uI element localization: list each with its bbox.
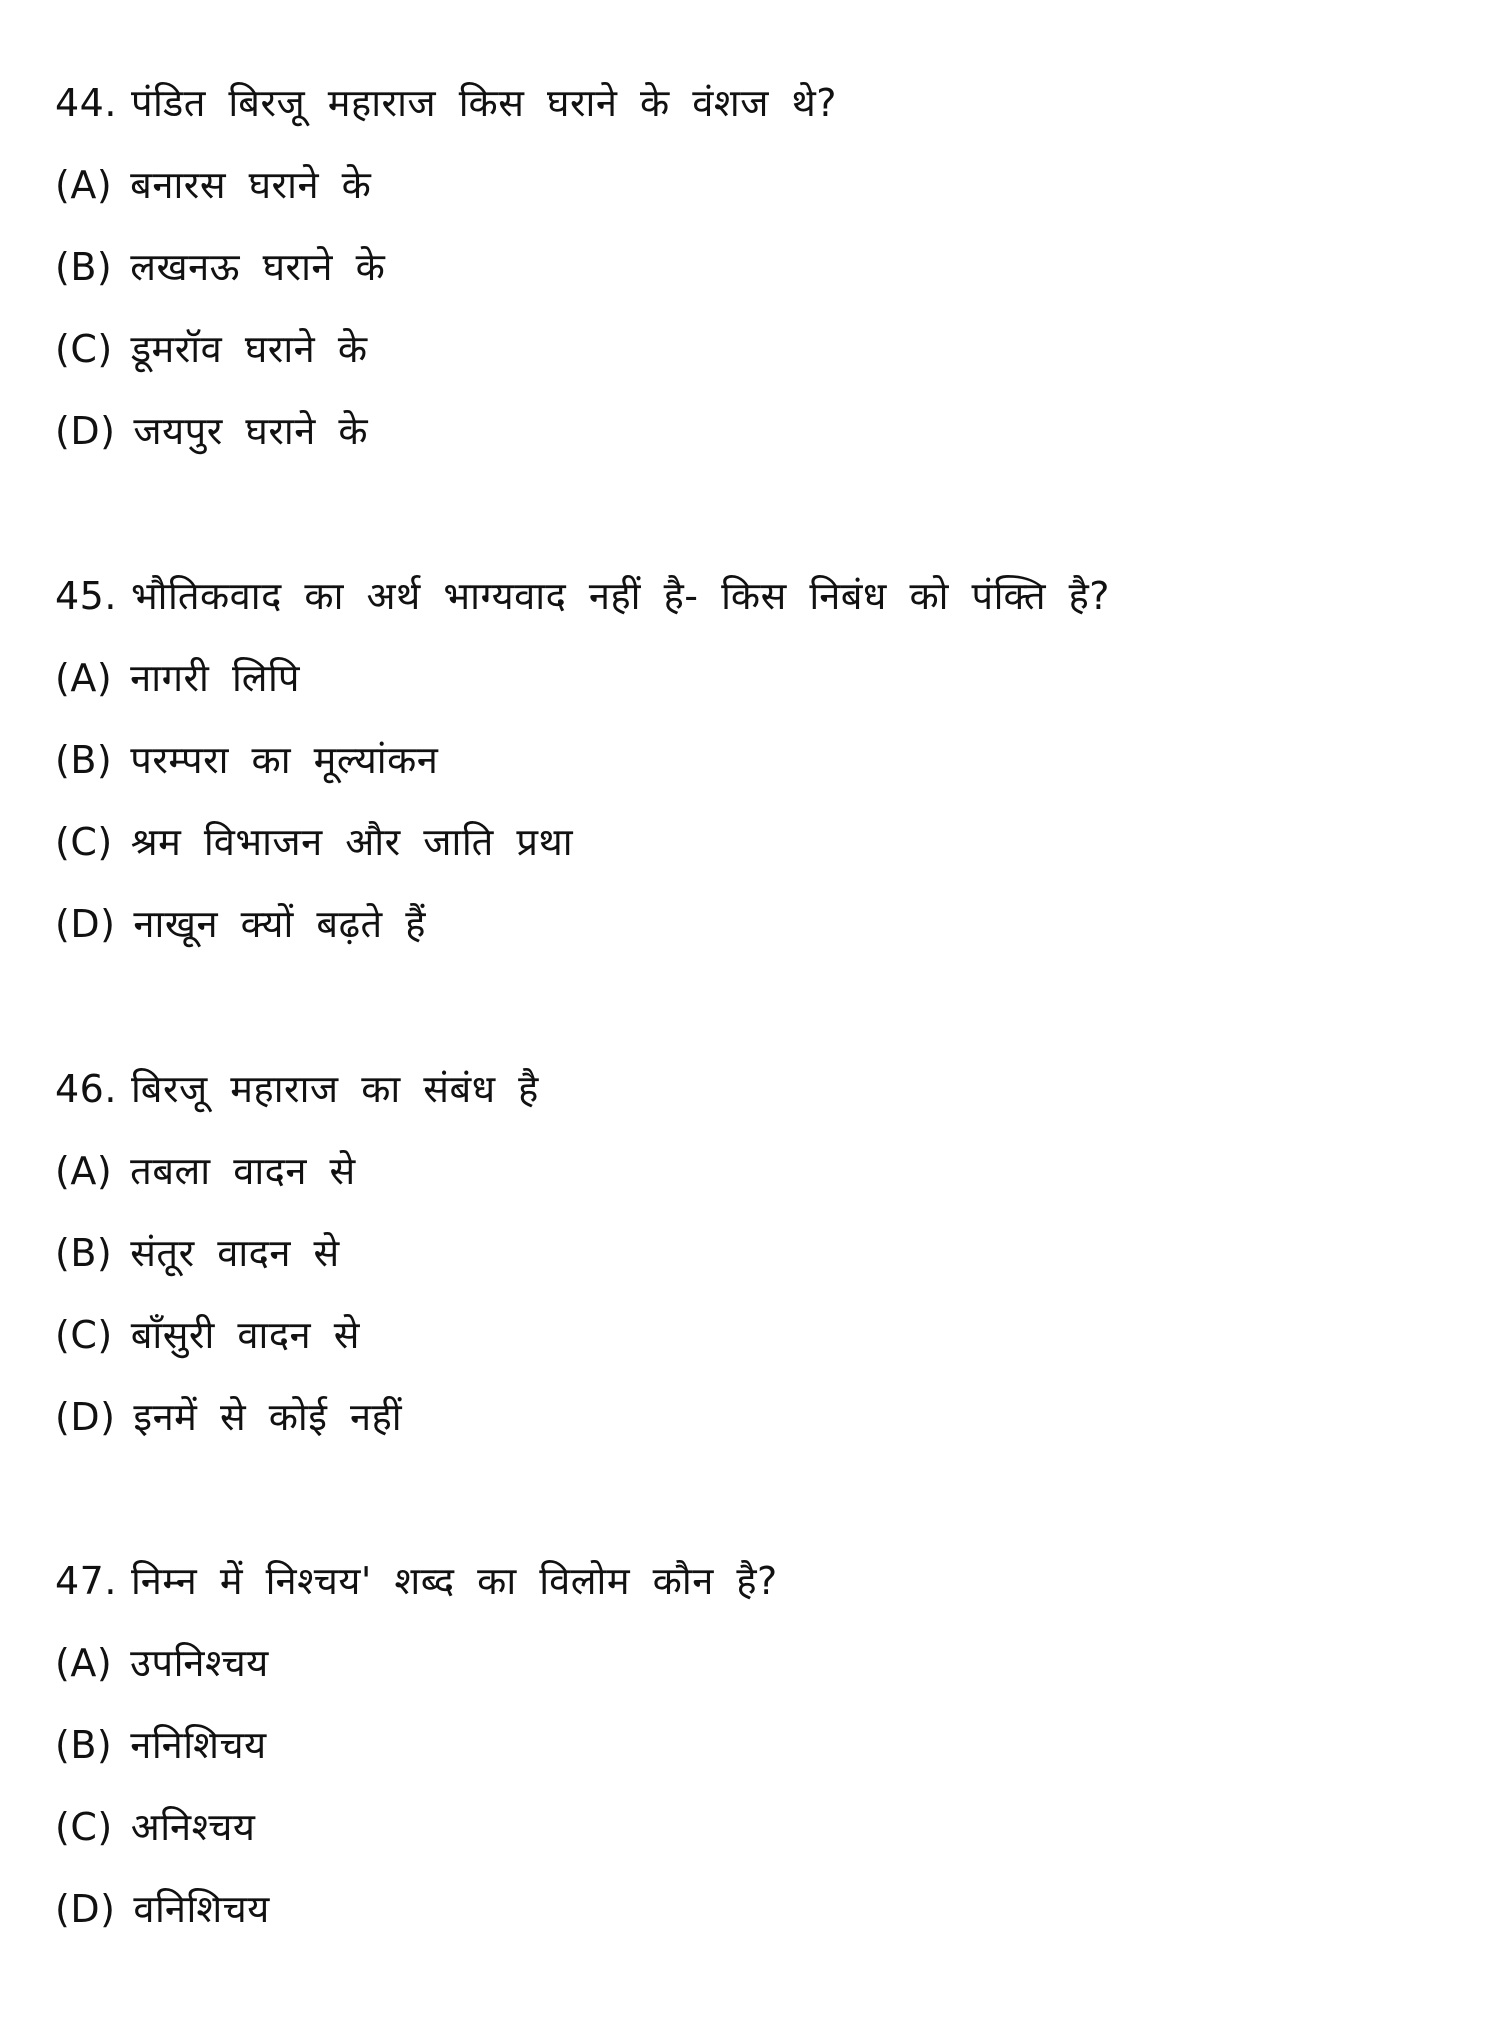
option-text: वनिशिचय bbox=[133, 1887, 270, 1931]
option-text: डूमरॉव घराने के bbox=[130, 327, 368, 371]
option-text: लखनऊ घराने के bbox=[130, 245, 386, 289]
option-letter: (D) bbox=[55, 1887, 116, 1931]
option-a bbox=[55, 144, 1455, 226]
option-text: उपनिश्चय bbox=[130, 1641, 269, 1685]
option-c bbox=[55, 1294, 1455, 1376]
option-c bbox=[55, 1786, 1455, 1868]
option-letter: (B) bbox=[55, 245, 113, 289]
option-letter: (A) bbox=[55, 1149, 113, 1193]
option-text: नागरी लिपि bbox=[130, 656, 300, 700]
option-a bbox=[55, 1130, 1455, 1212]
option-b bbox=[55, 719, 1455, 801]
option-letter: (B) bbox=[55, 738, 113, 782]
option-letter: (C) bbox=[55, 1805, 113, 1849]
option-a bbox=[55, 1622, 1455, 1704]
option-text: बनारस घराने के bbox=[130, 163, 372, 207]
option-letter: (B) bbox=[55, 1723, 113, 1767]
question-number: 45. bbox=[55, 574, 117, 618]
option-letter: (A) bbox=[55, 656, 113, 700]
question-text-line bbox=[55, 1048, 1455, 1130]
question-number: 46. bbox=[55, 1067, 117, 1111]
option-text: नाखून क्यों बढ़ते हैं bbox=[133, 902, 426, 946]
option-d bbox=[55, 390, 1455, 472]
question-text: निम्न में निश्चय' शब्द का विलोम कौन है? bbox=[130, 1559, 778, 1603]
option-text: जयपुर घराने के bbox=[133, 409, 369, 453]
option-d bbox=[55, 1376, 1455, 1458]
option-text: श्रम विभाजन और जाति प्रथा bbox=[130, 820, 574, 864]
question-47 bbox=[55, 1540, 1455, 1950]
question-text: पंडित बिरजू महाराज किस घराने के वंशज थे? bbox=[130, 81, 837, 125]
option-letter: (D) bbox=[55, 1395, 116, 1439]
option-letter: (C) bbox=[55, 820, 113, 864]
option-a bbox=[55, 637, 1455, 719]
option-letter: (C) bbox=[55, 327, 113, 371]
option-b bbox=[55, 1704, 1455, 1786]
option-c bbox=[55, 308, 1455, 390]
option-b bbox=[55, 226, 1455, 308]
question-text-line bbox=[55, 1540, 1455, 1622]
question-text-line bbox=[55, 555, 1455, 637]
option-letter: (A) bbox=[55, 1641, 113, 1685]
option-text: अनिश्चय bbox=[130, 1805, 256, 1849]
option-letter: (C) bbox=[55, 1313, 113, 1357]
option-letter: (A) bbox=[55, 163, 113, 207]
question-45 bbox=[55, 555, 1455, 965]
option-text: परम्परा का मूल्यांकन bbox=[130, 738, 439, 782]
option-text: बाँसुरी वादन से bbox=[130, 1313, 360, 1357]
question-text: भौतिकवाद का अर्थ भाग्यवाद नहीं है- किस निबंध को पंक्ति है? bbox=[130, 574, 1110, 618]
option-letter: (D) bbox=[55, 902, 116, 946]
option-text: संतूर वादन से bbox=[130, 1231, 340, 1275]
question-46 bbox=[55, 1048, 1455, 1458]
option-letter: (B) bbox=[55, 1231, 113, 1275]
option-c bbox=[55, 801, 1455, 883]
option-d bbox=[55, 1868, 1455, 1950]
option-text: तबला वादन से bbox=[130, 1149, 356, 1193]
option-letter: (D) bbox=[55, 409, 116, 453]
option-d bbox=[55, 883, 1455, 965]
question-number: 47. bbox=[55, 1559, 117, 1603]
question-text: बिरजू महाराज का संबंध है bbox=[130, 1067, 539, 1111]
option-b bbox=[55, 1212, 1455, 1294]
option-text: ननिशिचय bbox=[130, 1723, 267, 1767]
option-text: इनमें से कोई नहीं bbox=[133, 1395, 403, 1439]
question-text-line bbox=[55, 62, 1455, 144]
question-44 bbox=[55, 62, 1455, 472]
question-number: 44. bbox=[55, 81, 117, 125]
